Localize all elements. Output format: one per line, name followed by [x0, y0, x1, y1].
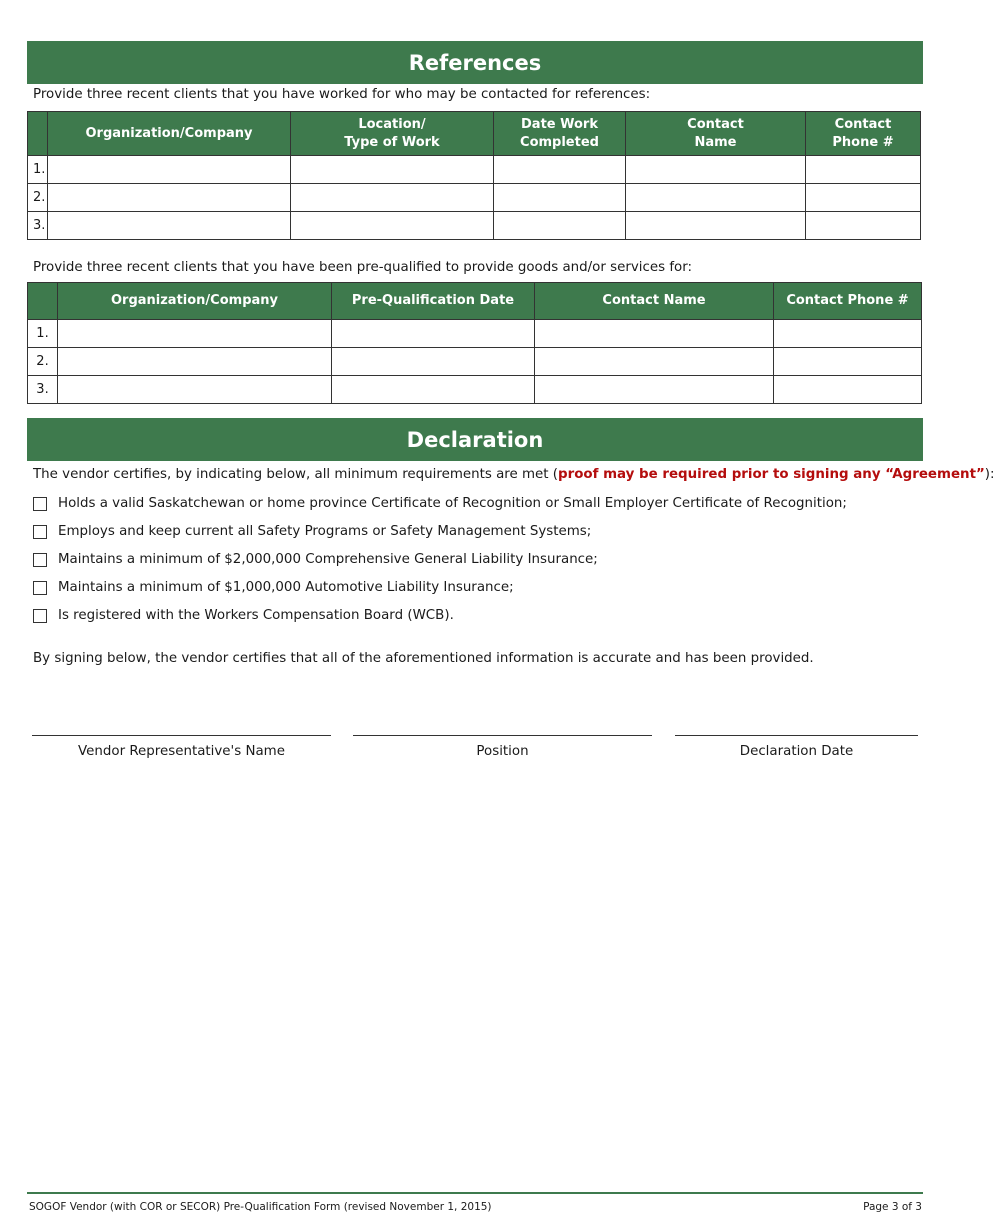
prequal-intro: Provide three recent clients that you have been pre-qualified to provide goods and/or services for: — [33, 260, 693, 275]
checkbox-item — [33, 496, 847, 511]
contact-name-cell[interactable] — [626, 156, 806, 184]
column-header-line: Type of Work — [344, 134, 440, 150]
footer-page-number: Page 3 of 3 — [863, 1201, 922, 1213]
prequal-header-row — [28, 283, 922, 320]
organization-cell[interactable] — [58, 320, 332, 348]
table-row — [28, 212, 921, 240]
references-header — [27, 41, 923, 84]
intro-text: The vendor certifies, by indicating below, all minimum requirements are met ( — [33, 467, 558, 482]
checkbox-label: Employs and keep current all Safety Programs or Safety Management Systems; — [58, 524, 592, 539]
column-header-line: Contact — [687, 116, 744, 132]
row-number: 3. — [28, 212, 48, 240]
checkbox-label: Is registered with the Workers Compensation Board (WCB). — [58, 608, 454, 623]
organization-cell[interactable] — [58, 348, 332, 376]
position-label: Position — [476, 744, 529, 759]
declaration-title: Declaration — [406, 427, 544, 452]
column-header: Organization/Company — [48, 112, 291, 156]
date-work-cell[interactable] — [494, 212, 626, 240]
date-work-cell[interactable] — [494, 184, 626, 212]
column-header-line: Name — [694, 134, 737, 150]
column-header-line: Location/ — [358, 116, 426, 132]
row-number: 1. — [28, 156, 48, 184]
footer-rule — [27, 1192, 923, 1194]
organization-cell[interactable] — [58, 376, 332, 404]
declaration-intro — [33, 467, 995, 482]
checkbox-item — [33, 524, 591, 539]
contact-phone-cell[interactable] — [774, 348, 922, 376]
date-work-cell[interactable] — [494, 156, 626, 184]
contact-phone-cell[interactable] — [806, 212, 921, 240]
organization-cell[interactable] — [48, 156, 291, 184]
table-row — [28, 348, 922, 376]
column-header-line: Date Work — [521, 116, 598, 132]
column-header: Pre-Qualification Date — [332, 283, 535, 320]
checkbox[interactable] — [33, 525, 47, 539]
row-number: 2. — [28, 184, 48, 212]
contact-phone-cell[interactable] — [806, 156, 921, 184]
contact-name-cell[interactable] — [626, 184, 806, 212]
column-header — [494, 112, 626, 156]
column-header: Contact Phone # — [774, 283, 922, 320]
proof-required-note: proof may be required prior to signing any “Agreement” — [558, 467, 985, 482]
contact-name-cell[interactable] — [626, 212, 806, 240]
vendor-name-label: Vendor Representative's Name — [78, 744, 285, 759]
prequal-date-cell[interactable] — [332, 348, 535, 376]
checkbox[interactable] — [33, 553, 47, 567]
vendor-name-line[interactable] — [32, 735, 331, 736]
location-cell[interactable] — [291, 184, 494, 212]
column-header — [806, 112, 921, 156]
checkbox-item — [33, 580, 514, 595]
table-row — [28, 320, 922, 348]
row-number: 3. — [28, 376, 58, 404]
footer-form-title: SOGOF Vendor (with COR or SECOR) Pre-Qualification Form (revised November 1, 2015) — [29, 1201, 492, 1213]
intro-text-end: ): — [984, 467, 995, 482]
column-header: Organization/Company — [58, 283, 332, 320]
number-column-header — [28, 112, 48, 156]
prequal-table — [27, 282, 922, 404]
checkbox[interactable] — [33, 497, 47, 511]
contact-phone-cell[interactable] — [774, 376, 922, 404]
column-header: Contact Name — [535, 283, 774, 320]
checkbox-label: Maintains a minimum of $1,000,000 Automotive Liability Insurance; — [58, 580, 514, 595]
references-table — [27, 111, 921, 240]
table-row — [28, 184, 921, 212]
references-title: References — [408, 50, 542, 75]
column-header — [291, 112, 494, 156]
declaration-header — [27, 418, 923, 461]
column-header-line: Phone # — [832, 134, 894, 150]
column-header-line: Contact — [834, 116, 892, 132]
declaration-date-line[interactable] — [675, 735, 918, 736]
position-line[interactable] — [353, 735, 652, 736]
contact-phone-cell[interactable] — [774, 320, 922, 348]
number-column-header — [28, 283, 58, 320]
checkbox[interactable] — [33, 609, 47, 623]
contact-name-cell[interactable] — [535, 348, 774, 376]
contact-name-cell[interactable] — [535, 376, 774, 404]
declaration-date-label: Declaration Date — [739, 744, 854, 759]
column-header-line: Completed — [520, 134, 599, 150]
column-header — [626, 112, 806, 156]
organization-cell[interactable] — [48, 184, 291, 212]
prequal-date-cell[interactable] — [332, 320, 535, 348]
row-number: 1. — [28, 320, 58, 348]
row-number: 2. — [28, 348, 58, 376]
table-row — [28, 156, 921, 184]
checkbox[interactable] — [33, 581, 47, 595]
checkbox-label: Holds a valid Saskatchewan or home province Certificate of Recognition or Small Employer Certificate of Recognition; — [58, 496, 847, 511]
checkbox-label: Maintains a minimum of $2,000,000 Comprehensive General Liability Insurance; — [58, 552, 598, 567]
checkbox-item — [33, 552, 598, 567]
certification-statement: By signing below, the vendor certifies that all of the aforementioned information is accurate and has been provided. — [33, 651, 814, 666]
references-intro: Provide three recent clients that you have worked for who may be contacted for references: — [33, 87, 651, 102]
checkbox-item — [33, 608, 454, 623]
contact-name-cell[interactable] — [535, 320, 774, 348]
contact-phone-cell[interactable] — [806, 184, 921, 212]
table-row — [28, 376, 922, 404]
organization-cell[interactable] — [48, 212, 291, 240]
location-cell[interactable] — [291, 156, 494, 184]
location-cell[interactable] — [291, 212, 494, 240]
prequal-date-cell[interactable] — [332, 376, 535, 404]
references-header-row — [28, 112, 921, 156]
